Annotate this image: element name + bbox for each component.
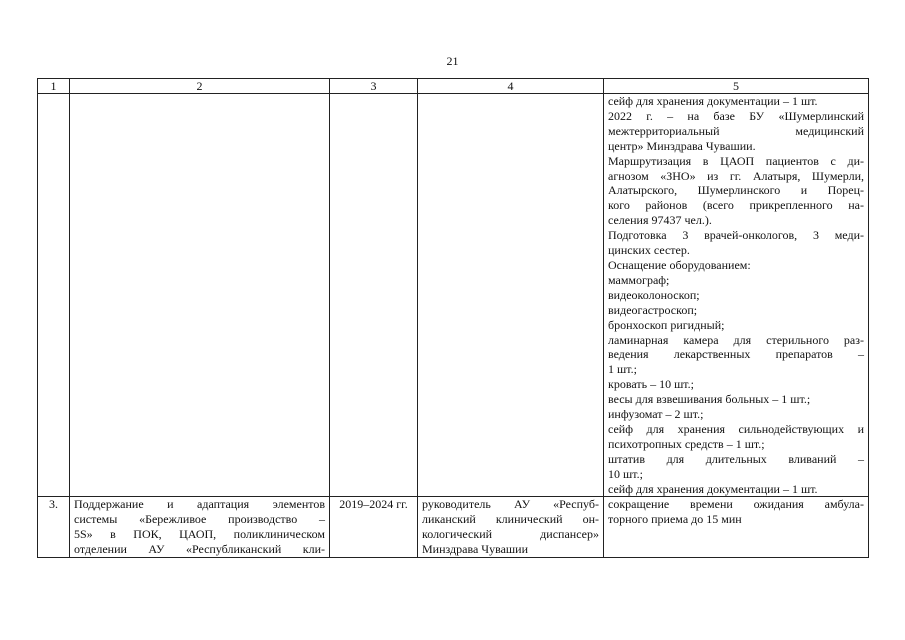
cont-line: ведения лекарственных препаратов – <box>608 347 864 362</box>
header-col-2: 2 <box>70 79 330 94</box>
row3-period: 2019–2024 гг. <box>330 497 418 558</box>
cont-line: 2022 г. – на базе БУ «Шумерлинский <box>608 108 864 123</box>
table-header-row <box>38 79 869 94</box>
cont-line: межтерриториальный медицинский <box>608 123 864 138</box>
header-col-5: 5 <box>604 79 869 94</box>
table-row-3 <box>38 497 869 558</box>
header-col-3: 3 <box>330 79 418 94</box>
row3-measure <box>70 497 330 558</box>
cont-line: сейф для хранения документации – 1 шт. <box>608 94 818 108</box>
cont-line: Алатырского, Шумерлинского и Порец- <box>608 183 864 198</box>
cont-line: 10 шт.; <box>608 466 643 481</box>
row3-result-line: торного приема до 15 мин <box>608 512 742 527</box>
table-row-continuation <box>38 94 869 497</box>
row3-result-line: сокращение времени ожидания амбула- <box>608 497 864 512</box>
cont-line: ламинарная камера для стерильного раз- <box>608 332 864 347</box>
cont-line: штатив для длительных вливаний – <box>608 451 864 466</box>
cont-line: Подготовка 3 врачей-онкологов, 3 меди- <box>608 228 864 243</box>
row3-responsible-line: Минздрава Чувашии <box>422 542 529 557</box>
cont-line: видеогастроскоп; <box>608 302 698 317</box>
row3-number: 3. <box>38 497 70 558</box>
row3-responsible-line: ликанский клинический он- <box>422 512 599 527</box>
cont-col-5 <box>604 94 869 497</box>
cont-line: сейф для хранения документации – 1 шт. <box>608 481 818 496</box>
row3-measure-line: отделении АУ «Республиканский кли- <box>74 542 325 557</box>
cont-line: инфузомат – 2 шт.; <box>608 407 704 422</box>
cont-line: психотропных средств – 1 шт.; <box>608 436 765 451</box>
cont-line: 1 шт.; <box>608 362 637 377</box>
cont-line: сейф для хранения сильнодействующих и <box>608 421 864 436</box>
cont-line: цинских сестер. <box>608 243 690 258</box>
cont-line: селения 97437 чел.). <box>608 213 712 228</box>
cont-line: кровать – 10 шт.; <box>608 377 694 392</box>
page-number: 21 <box>446 54 459 68</box>
cont-line: кого районов (всего прикрепленного на- <box>608 198 864 213</box>
cont-line: видеоколоноскоп; <box>608 287 700 302</box>
header-col-4: 4 <box>418 79 604 94</box>
row3-responsible-line: руководитель АУ «Респуб- <box>422 497 599 512</box>
cont-col-1 <box>38 94 70 497</box>
cont-col-3 <box>330 94 418 497</box>
cont-col-2 <box>70 94 330 497</box>
cont-line: маммограф; <box>608 272 670 287</box>
cont-col-4 <box>418 94 604 497</box>
row3-measure-line: Поддержание и адаптация элементов <box>74 497 325 512</box>
cont-line: агнозом «ЗНО» из гг. Алатыря, Шумерли, <box>608 168 864 183</box>
header-col-1: 1 <box>38 79 70 94</box>
cont-line: центр» Минздрава Чувашии. <box>608 138 756 153</box>
measures-table <box>37 78 869 558</box>
cont-line: весы для взвешивания больных – 1 шт.; <box>608 392 811 407</box>
cont-line: Оснащение оборудованием: <box>608 257 751 272</box>
row3-responsible-line: кологический диспансер» <box>422 527 599 542</box>
row3-result <box>604 497 869 558</box>
row3-measure-line: системы «Бережливое производство – <box>74 512 325 527</box>
row3-responsible <box>418 497 604 558</box>
cont-line: бронхоскоп ригидный; <box>608 317 725 332</box>
cont-line: Маршрутизация в ЦАОП пациентов с ди- <box>608 153 864 168</box>
row3-measure-line: 5S» в ПОК, ЦАОП, поликлиническом <box>74 527 325 542</box>
